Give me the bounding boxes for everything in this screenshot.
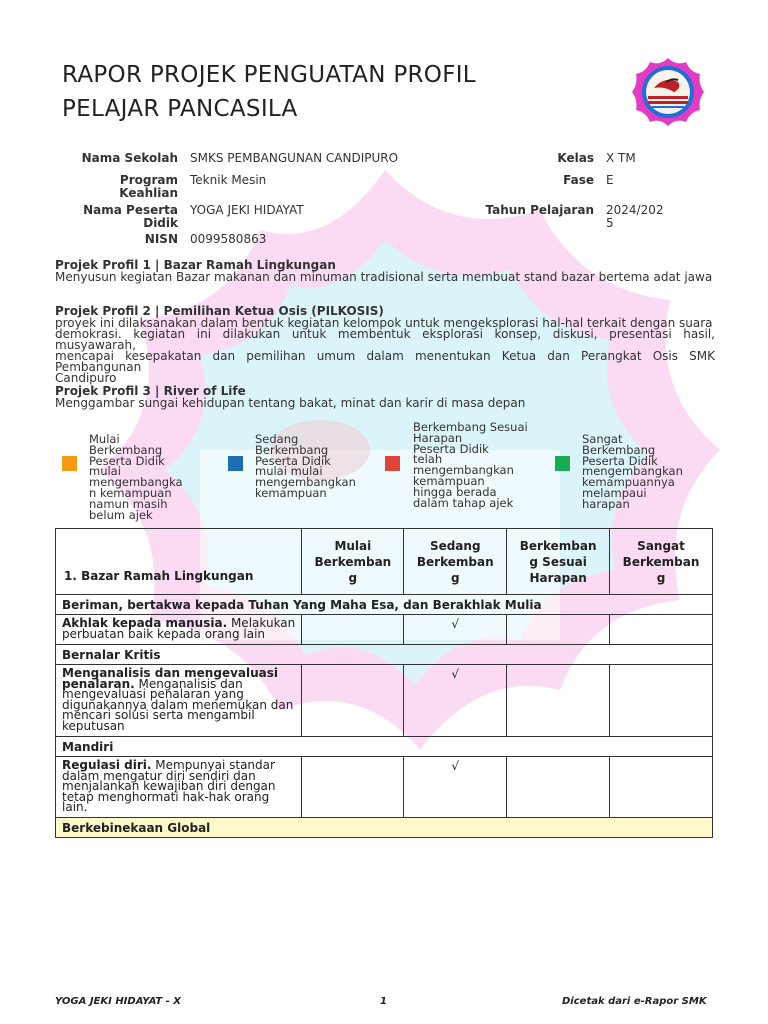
- class-label: Kelas: [557, 151, 594, 165]
- nisn-value: 0099580863: [190, 232, 267, 246]
- legend-line: Berkembang: [255, 442, 329, 457]
- legend-line: Berkembang Sesuai: [413, 420, 528, 434]
- legend-line: mengembangkan: [255, 475, 356, 490]
- legend-line: hingga berada: [413, 484, 497, 499]
- col-sangat-line: Berkemban: [622, 554, 700, 569]
- footer-page-number: 1: [380, 996, 387, 1007]
- criterion-text: perbuatan baik kepada orang lain: [62, 626, 266, 641]
- criterion-text: keputusan: [62, 718, 125, 733]
- criterion-text: digunakannya dalam menemukan dan: [62, 697, 294, 712]
- phase-label: Fase: [563, 173, 594, 187]
- legend-line: melampaui: [582, 485, 647, 500]
- col-mulai-line: Berkemban: [314, 554, 392, 569]
- section-beriman: Beriman, bertakwa kepada Tuhan Yang Maha Esa, dan Berakhlak Mulia: [56, 595, 713, 615]
- criterion-text: mengevaluasi penalaran yang: [62, 687, 244, 701]
- legend-line: mengembangka: [89, 475, 183, 490]
- program-label-line2: Keahlian: [119, 186, 178, 200]
- col-bsh-line: g Sesuai: [529, 554, 587, 569]
- table-title: 1. Bazar Ramah Lingkungan: [56, 529, 302, 595]
- project-3: [55, 384, 715, 409]
- col-sangat-line: g: [656, 570, 666, 585]
- assessment-table: [55, 528, 713, 838]
- project-2: [55, 304, 715, 384]
- table-header-row: [56, 529, 713, 595]
- program-label-line1: Program: [119, 173, 178, 187]
- col-sedang-line: Sedang: [429, 538, 481, 553]
- year-value-line1: 2024/202: [606, 203, 664, 217]
- student-value: YOGA JEKI HIDAYAT: [190, 203, 304, 217]
- table-section-row: [56, 595, 713, 615]
- legend-line: mulai: [89, 464, 121, 479]
- table-section-row: [56, 818, 713, 838]
- year-value: [606, 204, 664, 230]
- criterion-title: Menganalisis dan mengevaluasi: [62, 666, 279, 680]
- col-sangat: [610, 529, 713, 595]
- legend-line: Harapan: [413, 430, 463, 445]
- student-label-line2: Didik: [143, 216, 178, 230]
- col-bsh: [507, 529, 610, 595]
- col-bsh-line: Harapan: [529, 570, 587, 585]
- criterion-regulasi: [56, 757, 302, 818]
- cell-sangat: [610, 615, 713, 645]
- legend-line: kemampuannya: [582, 475, 675, 490]
- legend-line: Peserta Didik: [255, 453, 331, 468]
- criterion-title: Regulasi diri.: [62, 758, 152, 772]
- project-3-desc: [55, 398, 715, 409]
- criterion-text: Menganalisis dan: [134, 676, 243, 691]
- criterion-text: lain.: [62, 800, 88, 814]
- table-row: [56, 757, 713, 818]
- legend-swatch-mulai: [62, 456, 77, 471]
- student-label: [30, 204, 178, 230]
- criterion-text: Melakukan: [227, 616, 296, 630]
- cell-mulai: [302, 615, 404, 645]
- footer-printed-from: Dicetak dari e-Rapor SMK: [562, 996, 707, 1007]
- project-2-line: proyek ini dilaksanakan dalam bentuk kegiatan kelompok untuk mengeksplorasi hal-hal terkait dengan suara: [55, 316, 713, 330]
- project-1: [55, 258, 715, 283]
- legend-mulai: [89, 434, 199, 520]
- cell-bsh: [507, 665, 610, 737]
- legend-line: Peserta Didik: [582, 453, 658, 468]
- legend-line: Peserta Didik: [89, 453, 165, 468]
- criterion-text: mencari solusi serta mengambil: [62, 708, 255, 722]
- criterion-menganalisis: [56, 665, 302, 737]
- cell-sangat: [610, 665, 713, 737]
- table-section-row: [56, 737, 713, 757]
- project-3-heading: Projek Profil 3 | River of Life: [55, 384, 246, 398]
- legend-line: kemampuan: [413, 473, 485, 488]
- legend-line: Berkembang: [582, 442, 656, 457]
- table-row: [56, 615, 713, 645]
- cell-mulai: [302, 665, 404, 737]
- project-2-heading: Projek Profil 2 | Pemilihan Ketua Osis (PILKOSIS): [55, 304, 384, 318]
- class-value: X TM: [606, 151, 636, 165]
- col-sedang-line: Berkemban: [416, 554, 494, 569]
- criterion-text: menjalankan kewajiban diri dengan: [62, 779, 276, 793]
- legend-line: harapan: [582, 496, 630, 511]
- project-1-heading: Projek Profil 1 | Bazar Ramah Lingkungan: [55, 258, 336, 272]
- report-title: [62, 58, 476, 126]
- col-sedang: [404, 529, 507, 595]
- criterion-title: penalaran.: [62, 676, 135, 691]
- program-label: [30, 174, 178, 200]
- col-bsh-line: Berkemban: [519, 538, 597, 553]
- section-mandiri: Mandiri: [56, 737, 713, 757]
- criterion-text: tetap menghormati hak-hak orang: [62, 789, 270, 804]
- legend-line: telah: [413, 452, 443, 467]
- cell-sedang-check: √: [404, 757, 507, 818]
- col-mulai-line: g: [348, 570, 358, 585]
- report-title-line1: RAPOR PROJEK PENGUATAN PROFIL: [62, 62, 476, 88]
- legend-sangat: [582, 434, 712, 510]
- project-1-desc: [55, 272, 715, 283]
- legend-line: namun masih: [89, 496, 168, 511]
- school-value: SMKS PEMBANGUNAN CANDIPURO: [190, 151, 399, 165]
- legend-swatch-sangat: [555, 456, 570, 471]
- school-logo-icon: [630, 56, 706, 128]
- legend-line: mulai mulai: [255, 464, 323, 479]
- project-2-desc: [55, 318, 715, 384]
- student-label-line1: Nama Peserta: [83, 203, 178, 217]
- col-sangat-line: Sangat: [637, 538, 685, 553]
- col-mulai-line: Mulai: [334, 538, 372, 553]
- legend-line: kemampuan: [255, 485, 327, 500]
- cell-mulai: [302, 757, 404, 818]
- year-label: Tahun Pelajaran: [485, 203, 594, 217]
- project-2-line: demokrasi. kegiatan ini dilakukan untuk membentuk eksplorasi konsep, diskusi, presentasi hasil, musyawarah,: [55, 327, 715, 352]
- cell-sedang-check: √: [404, 665, 507, 737]
- legend-line: Sedang: [255, 432, 299, 446]
- program-value: Teknik Mesin: [190, 173, 267, 187]
- legend-sedang: [255, 434, 375, 499]
- section-bernalar: Bernalar Kritis: [56, 645, 713, 665]
- project-3-line: Menggambar sungai kehidupan tentang bakat, minat dan karir di masa depan: [55, 396, 526, 410]
- legend-line: n kemampuan: [89, 485, 172, 500]
- cell-sangat: [610, 757, 713, 818]
- section-berkebinekaan: Berkebinekaan Global: [56, 818, 713, 838]
- project-1-line: Menyusun kegiatan Bazar makanan dan minuman tradisional serta membuat stand bazar bertema adat jawa: [55, 270, 713, 284]
- cell-bsh: [507, 757, 610, 818]
- legend-line: Mulai: [89, 432, 120, 446]
- legend-bsh: [413, 422, 543, 508]
- criterion-akhlak: [56, 615, 302, 645]
- legend-line: Berkembang: [89, 442, 163, 457]
- report-title-line2: PELAJAR PANCASILA: [62, 96, 298, 122]
- col-sedang-line: g: [450, 570, 460, 585]
- criterion-text: dalam mengatur diri sendiri dan: [62, 768, 256, 783]
- criterion-text: Mempunyai standar: [151, 758, 275, 772]
- cell-bsh: [507, 615, 610, 645]
- phase-value: E: [606, 173, 614, 187]
- nisn-label: NISN: [144, 232, 178, 246]
- legend-swatch-sedang: [228, 456, 243, 471]
- school-label: Nama Sekolah: [81, 151, 178, 165]
- year-value-line2: 5: [606, 216, 614, 230]
- footer-student: YOGA JEKI HIDAYAT - X: [55, 996, 182, 1007]
- legend-line: mengembangkan: [413, 463, 514, 478]
- table-section-row: [56, 645, 713, 665]
- legend-line: Sangat: [582, 432, 623, 446]
- cell-sedang-check: √: [404, 615, 507, 645]
- table-row: [56, 665, 713, 737]
- legend-line: Peserta Didik: [413, 441, 489, 456]
- criterion-title: Akhlak kepada manusia.: [62, 616, 228, 630]
- project-2-line: Candipuro: [55, 371, 117, 385]
- legend-line: belum ajek: [89, 507, 153, 522]
- col-mulai: [302, 529, 404, 595]
- legend-line: mengembangkan: [582, 464, 683, 479]
- project-2-line: mencapai kesepakatan dan pemilihan umum dalam menentukan Ketua dan Perangkat Osis SMK Pembangunan: [55, 349, 715, 374]
- legend-swatch-bsh: [385, 456, 400, 471]
- legend-line: dalam tahap ajek: [413, 495, 514, 510]
